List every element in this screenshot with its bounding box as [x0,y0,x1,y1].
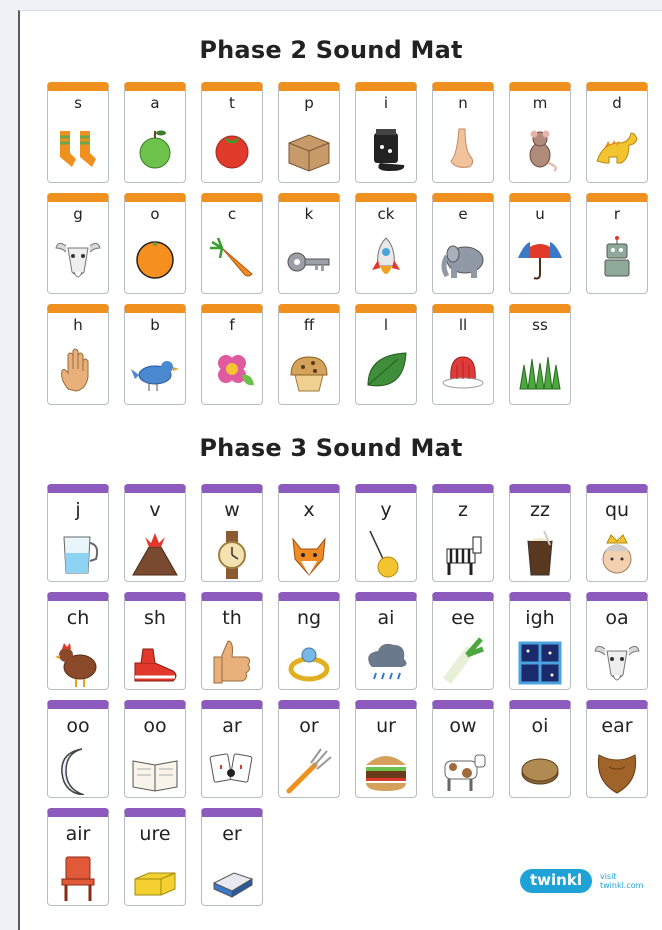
rocket-icon [360,234,412,284]
sound-card-ck [355,193,417,294]
jug-icon [52,529,104,579]
sound-label: k [304,205,314,223]
sound-card-th [201,592,263,690]
sound-label: ch [66,607,90,629]
fizzy-drink-icon [514,529,566,579]
sound-card-ai [355,592,417,690]
chicken-icon [52,637,104,687]
volcano-icon [129,529,181,579]
sound-card-ee [432,592,494,690]
goat-icon [591,637,643,687]
sound-card-ure [124,808,186,906]
yoyo-icon [360,529,412,579]
sound-label: t [229,94,235,112]
sound-card-ss [509,304,571,405]
sound-label: ear [601,715,633,737]
bird-icon [129,345,181,395]
sound-card-x [278,484,340,582]
sound-label: r [613,205,621,223]
sound-card-ur [355,700,417,798]
phase3-title: Phase 3 Sound Mat [199,434,463,462]
sound-card-ff [278,304,340,405]
sound-label: oo [66,715,90,737]
sound-label: qu [604,499,630,521]
socks-icon [52,123,104,173]
sound-label: e [458,205,468,223]
sound-card-a [124,82,186,183]
sound-card-ow [432,700,494,798]
sound-card-d [586,82,648,183]
sound-card-w [201,484,263,582]
sound-label: g [73,205,83,223]
sound-label: h [73,316,83,334]
sound-card-oo [124,700,186,798]
sound-card-s [47,82,109,183]
queen-icon [591,529,643,579]
book-icon [129,745,181,795]
sound-card-i [355,82,417,183]
sound-card-v [124,484,186,582]
cards-icon [206,745,258,795]
sound-label: sh [144,607,166,629]
thumb-icon [206,637,258,687]
sound-card-y [355,484,417,582]
sound-label: f [229,316,235,334]
muffin-icon [283,345,335,395]
sound-label: oo [143,715,167,737]
sound-card-ch [47,592,109,690]
sound-label: ng [296,607,322,629]
carrot-icon [206,234,258,284]
sound-label: th [222,607,242,629]
sound-label: ee [451,607,475,629]
sound-label: oa [605,607,629,629]
leaf-icon [360,345,412,395]
moon-icon [52,745,104,795]
sound-label: z [458,499,468,521]
mouse-icon [514,123,566,173]
grass-icon [514,345,566,395]
sound-card-j [47,484,109,582]
sound-card-er [201,808,263,906]
fork-icon [283,745,335,795]
sound-card-c [201,193,263,294]
sound-label: b [150,316,160,334]
logo-brand: twinkl [520,869,592,893]
sound-label: ai [377,607,395,629]
fox-icon [283,529,335,579]
sound-card-e [432,193,494,294]
logo-url: visit twinkl.com [599,872,644,890]
sound-label: er [222,823,242,845]
chair-icon [52,853,104,903]
sound-card-oo [47,700,109,798]
sound-card-oi [509,700,571,798]
sound-label: ll [458,316,468,334]
elephant-icon [437,234,489,284]
sound-card-z [432,484,494,582]
sound-card-igh [509,592,571,690]
ink-icon [360,123,412,173]
goat-icon [52,234,104,284]
butter-icon [129,853,181,903]
apple-icon [129,123,181,173]
sound-label: ck [377,205,395,223]
sound-card-qu [586,484,648,582]
sound-card-n [432,82,494,183]
sound-label: a [150,94,160,112]
robot-icon [591,234,643,284]
sound-card-f [201,304,263,405]
sound-label: j [75,499,81,521]
sound-label: l [383,316,389,334]
nose-icon [437,123,489,173]
sound-card-k [278,193,340,294]
sound-label: ure [139,823,171,845]
night-window-icon [514,637,566,687]
leek-icon [437,637,489,687]
dinosaur-icon [591,123,643,173]
sound-card-u [509,193,571,294]
sound-card-or [278,700,340,798]
sound-card-ar [201,700,263,798]
ring-icon [283,637,335,687]
sound-card-ll [432,304,494,405]
sound-label: oi [531,715,549,737]
sound-card-air [47,808,109,906]
parcel-icon [283,123,335,173]
sound-card-b [124,304,186,405]
eraser-icon [206,853,258,903]
sound-label: ur [376,715,396,737]
cow-icon [437,745,489,795]
jelly-icon [437,345,489,395]
sound-card-sh [124,592,186,690]
flower-icon [206,345,258,395]
sound-label: ss [532,316,548,334]
key-icon [283,234,335,284]
sound-card-ear [586,700,648,798]
sound-card-m [509,82,571,183]
twinkl-logo[interactable] [520,868,662,894]
burger-icon [360,745,412,795]
hand-icon [52,345,104,395]
sound-label: ar [222,715,242,737]
sound-card-t [201,82,263,183]
phase3-grid [47,484,648,906]
sound-label: w [224,499,240,521]
sound-label: u [535,205,545,223]
sound-label: y [380,499,392,521]
umbrella-icon [514,234,566,284]
phase2-grid [47,82,648,405]
sound-card-l [355,304,417,405]
sound-card-ng [278,592,340,690]
sound-card-zz [509,484,571,582]
sound-label: c [227,205,237,223]
sound-card-h [47,304,109,405]
coin-icon [514,745,566,795]
orange-icon [129,234,181,284]
sound-label: d [612,94,622,112]
sound-label: n [458,94,468,112]
sound-card-o [124,193,186,294]
sound-label: i [383,94,389,112]
watch-icon [206,529,258,579]
beard-icon [591,745,643,795]
sound-label: o [150,205,160,223]
sound-card-r [586,193,648,294]
sound-label: zz [530,499,550,521]
sound-label: igh [525,607,555,629]
sound-label: or [299,715,319,737]
shoe-icon [129,637,181,687]
sound-label: m [532,94,548,112]
phase2-title: Phase 2 Sound Mat [199,36,463,64]
sound-label: x [303,499,315,521]
rain-cloud-icon [360,637,412,687]
sound-label: air [65,823,91,845]
sound-card-oa [586,592,648,690]
sound-label: p [304,94,314,112]
sound-label: s [74,94,82,112]
sound-card-p [278,82,340,183]
zebra-icon [437,529,489,579]
sound-card-g [47,193,109,294]
sound-label: ff [303,316,315,334]
sound-label: ow [449,715,477,737]
tomato-icon [206,123,258,173]
sound-label: v [149,499,161,521]
